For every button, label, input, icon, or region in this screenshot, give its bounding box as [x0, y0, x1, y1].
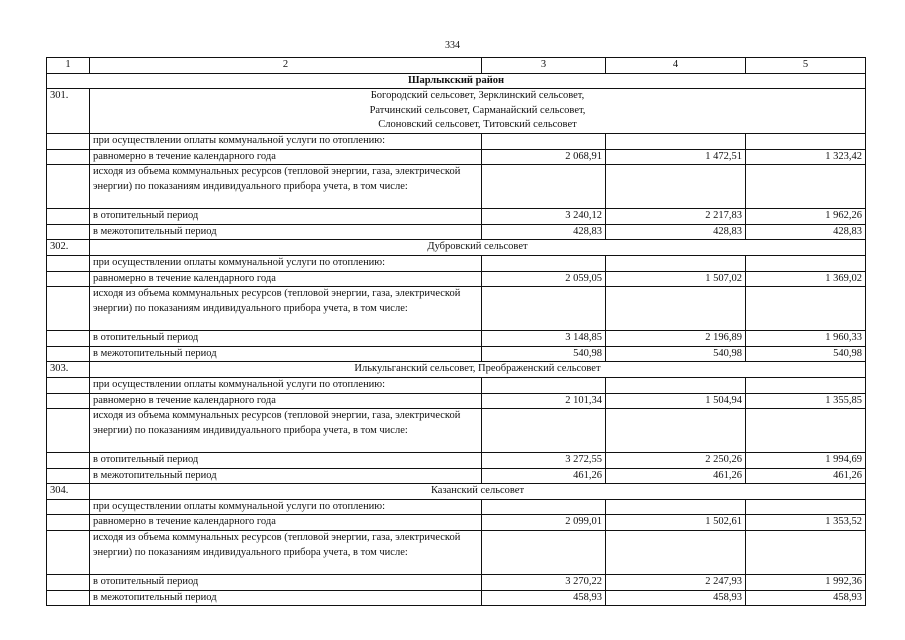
value-cell: 1 962,26 [746, 209, 866, 225]
value-cell: 1 353,52 [746, 515, 866, 531]
number-cell [47, 590, 90, 606]
row-label: равномерно в течение календарного года [90, 149, 482, 165]
section-title-line: Илькульганский сельсовет, Преображенский сельсовет [354, 363, 601, 375]
value-cell: 2 196,89 [606, 331, 746, 347]
value-cell [746, 165, 866, 209]
region-row [47, 73, 866, 89]
number-cell [47, 271, 90, 287]
value-cell [482, 409, 606, 453]
value-cell: 458,93 [482, 590, 606, 606]
value-cell: 461,26 [746, 468, 866, 484]
row-label: исходя из объема коммунальных ресурсов (тепловой энергии, газа, электрической энергии) по показаниям индивидуального прибора учета, в том числе: [90, 531, 482, 575]
column-number: 1 [47, 58, 90, 74]
table-row [47, 346, 866, 362]
value-cell: 1 994,69 [746, 453, 866, 469]
value-cell: 3 272,55 [482, 453, 606, 469]
table-row [47, 575, 866, 591]
value-cell [482, 255, 606, 271]
number-cell [47, 515, 90, 531]
table-row [47, 271, 866, 287]
value-cell: 3 270,22 [482, 575, 606, 591]
column-number-row [47, 58, 866, 74]
row-label: в отопительный период [90, 575, 482, 591]
table-row [47, 133, 866, 149]
value-cell: 1 502,61 [606, 515, 746, 531]
section-title [90, 240, 866, 256]
section-title-row [47, 240, 866, 256]
value-cell [606, 287, 746, 331]
value-cell [606, 133, 746, 149]
table-row [47, 149, 866, 165]
value-cell: 428,83 [606, 224, 746, 240]
section-title [90, 362, 866, 378]
section-title-row [47, 89, 866, 134]
number-cell [47, 255, 90, 271]
row-label: исходя из объема коммунальных ресурсов (тепловой энергии, газа, электрической энергии) по показаниям индивидуального прибора учета, в том числе: [90, 409, 482, 453]
value-cell: 540,98 [746, 346, 866, 362]
value-cell: 3 148,85 [482, 331, 606, 347]
table-row [47, 515, 866, 531]
value-cell [746, 531, 866, 575]
number-cell [47, 209, 90, 225]
value-cell: 1 507,02 [606, 271, 746, 287]
value-cell [482, 133, 606, 149]
table-row [47, 224, 866, 240]
row-label: равномерно в течение календарного года [90, 271, 482, 287]
value-cell: 428,83 [746, 224, 866, 240]
value-cell: 1 472,51 [606, 149, 746, 165]
column-number: 4 [606, 58, 746, 74]
number-cell [47, 377, 90, 393]
column-number: 5 [746, 58, 866, 74]
region-title: Шарлыкский район [47, 73, 866, 89]
number-cell [47, 165, 90, 209]
number-cell [47, 409, 90, 453]
number-cell [47, 393, 90, 409]
value-cell [606, 255, 746, 271]
row-label: равномерно в течение календарного года [90, 393, 482, 409]
value-cell [482, 531, 606, 575]
value-cell [482, 499, 606, 515]
section-number: 304. [47, 484, 90, 500]
number-cell [47, 499, 90, 515]
table-row [47, 255, 866, 271]
value-cell [746, 255, 866, 271]
section-title-row [47, 484, 866, 500]
value-cell: 540,98 [482, 346, 606, 362]
value-cell [606, 409, 746, 453]
value-cell: 3 240,12 [482, 209, 606, 225]
value-cell: 1 960,33 [746, 331, 866, 347]
page-number: 334 [445, 40, 460, 51]
value-cell: 1 323,42 [746, 149, 866, 165]
section-title-line: Слоновский сельсовет, Титовский сельсовет [378, 119, 577, 131]
value-cell [746, 377, 866, 393]
value-cell [606, 377, 746, 393]
row-label: в отопительный период [90, 209, 482, 225]
number-cell [47, 133, 90, 149]
value-cell [606, 165, 746, 209]
value-cell: 461,26 [606, 468, 746, 484]
row-label: при осуществлении оплаты коммунальной услуги по отоплению: [90, 499, 482, 515]
table-row [47, 590, 866, 606]
row-label: в межотопительный период [90, 346, 482, 362]
value-cell: 2 068,91 [482, 149, 606, 165]
tariff-table [46, 57, 866, 606]
number-cell [47, 575, 90, 591]
row-label: в межотопительный период [90, 590, 482, 606]
column-number: 3 [482, 58, 606, 74]
value-cell [746, 409, 866, 453]
table-row [47, 453, 866, 469]
row-label: в отопительный период [90, 331, 482, 347]
section-title [90, 484, 866, 500]
table-row [47, 209, 866, 225]
value-cell: 2 099,01 [482, 515, 606, 531]
table-row [47, 409, 866, 453]
value-cell [746, 499, 866, 515]
value-cell: 458,93 [746, 590, 866, 606]
row-label: исходя из объема коммунальных ресурсов (тепловой энергии, газа, электрической энергии) по показаниям индивидуального прибора учета, в том числе: [90, 165, 482, 209]
number-cell [47, 331, 90, 347]
value-cell [746, 133, 866, 149]
row-label: при осуществлении оплаты коммунальной услуги по отоплению: [90, 377, 482, 393]
value-cell [606, 531, 746, 575]
row-label: равномерно в течение календарного года [90, 515, 482, 531]
value-cell: 461,26 [482, 468, 606, 484]
row-label: при осуществлении оплаты коммунальной услуги по отоплению: [90, 133, 482, 149]
value-cell: 1 369,02 [746, 271, 866, 287]
value-cell [606, 499, 746, 515]
value-cell [746, 287, 866, 331]
section-title [90, 89, 866, 134]
value-cell: 1 355,85 [746, 393, 866, 409]
section-number: 302. [47, 240, 90, 256]
section-number: 301. [47, 89, 90, 134]
section-title-line: Дубровский сельсовет [427, 241, 528, 253]
table-row [47, 468, 866, 484]
value-cell: 2 247,93 [606, 575, 746, 591]
section-title-line: Ратчинский сельсовет, Сарманайский сельсовет, [369, 104, 586, 116]
number-cell [47, 149, 90, 165]
table-row [47, 377, 866, 393]
value-cell: 428,83 [482, 224, 606, 240]
value-cell: 1 992,36 [746, 575, 866, 591]
table-row [47, 331, 866, 347]
number-cell [47, 287, 90, 331]
number-cell [47, 346, 90, 362]
table-row [47, 531, 866, 575]
row-label: в межотопительный период [90, 468, 482, 484]
number-cell [47, 453, 90, 469]
table-row [47, 499, 866, 515]
column-number: 2 [90, 58, 482, 74]
value-cell [482, 377, 606, 393]
table-row [47, 393, 866, 409]
value-cell [482, 165, 606, 209]
number-cell [47, 468, 90, 484]
table-row [47, 287, 866, 331]
row-label: при осуществлении оплаты коммунальной услуги по отоплению: [90, 255, 482, 271]
section-title-line: Богородский сельсовет, Зерклинский сельсовет, [370, 90, 585, 102]
section-title-row [47, 362, 866, 378]
value-cell [482, 287, 606, 331]
value-cell: 540,98 [606, 346, 746, 362]
table-body [47, 58, 866, 606]
value-cell: 2 059,05 [482, 271, 606, 287]
value-cell: 2 250,26 [606, 453, 746, 469]
row-label: в отопительный период [90, 453, 482, 469]
value-cell: 2 217,83 [606, 209, 746, 225]
value-cell: 2 101,34 [482, 393, 606, 409]
table-row [47, 165, 866, 209]
number-cell [47, 224, 90, 240]
section-title-line: Казанский сельсовет [430, 485, 525, 497]
section-number: 303. [47, 362, 90, 378]
row-label: исходя из объема коммунальных ресурсов (тепловой энергии, газа, электрической энергии) по показаниям индивидуального прибора учета, в том числе: [90, 287, 482, 331]
value-cell: 1 504,94 [606, 393, 746, 409]
value-cell: 458,93 [606, 590, 746, 606]
row-label: в межотопительный период [90, 224, 482, 240]
number-cell [47, 531, 90, 575]
